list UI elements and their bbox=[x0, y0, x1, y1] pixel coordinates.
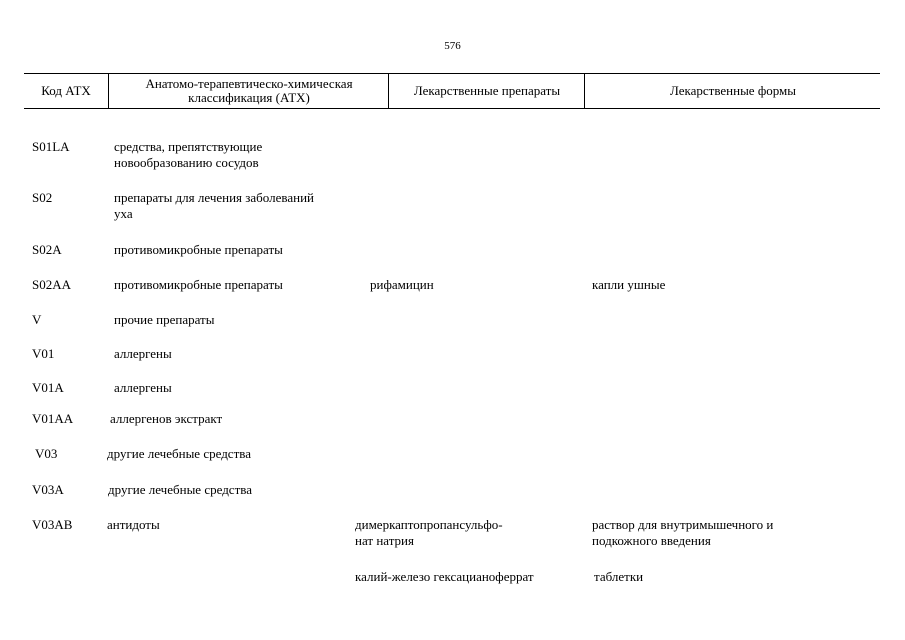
row-code: V01AA bbox=[32, 411, 74, 426]
row-name: аллергены bbox=[114, 346, 172, 361]
row-code: V03 bbox=[35, 446, 58, 461]
row-name: другие лечебные средства bbox=[108, 482, 252, 497]
row-code: S02 bbox=[32, 190, 53, 205]
row-name: аллергены bbox=[114, 380, 172, 395]
row-code: V01 bbox=[32, 346, 55, 361]
row-name-line2: уха bbox=[114, 206, 133, 221]
row-form-line2: подкожного введения bbox=[592, 533, 711, 548]
row-code: S02AA bbox=[32, 277, 72, 292]
row-form: таблетки bbox=[594, 569, 644, 584]
page-number: 576 bbox=[444, 40, 461, 52]
row-code: V01A bbox=[32, 380, 64, 395]
row-name: другие лечебные средства bbox=[107, 446, 251, 461]
row-drug: калий-железо гексацианоферрат bbox=[355, 569, 534, 584]
row-code: V bbox=[32, 312, 42, 327]
header-classification bbox=[108, 74, 389, 108]
row-name bbox=[114, 190, 354, 222]
row-name: противомикробные препараты bbox=[114, 277, 283, 292]
row-drug bbox=[355, 517, 580, 549]
row-name-line1: препараты для лечения заболеваний bbox=[114, 190, 314, 205]
row-drug-line1: димеркаптопропансульфо- bbox=[355, 517, 503, 532]
header-classification-line2: классификация (АТХ) bbox=[188, 90, 310, 105]
row-drug: рифамицин bbox=[370, 277, 434, 292]
row-form-line1: раствор для внутримышечного и bbox=[592, 517, 774, 532]
row-name: прочие препараты bbox=[114, 312, 215, 327]
row-name: антидоты bbox=[107, 517, 160, 532]
header-classification-line1: Анатомо-терапевтическо-химическая bbox=[145, 76, 353, 91]
header-drugs: Лекарственные препараты bbox=[388, 74, 585, 108]
header-forms: Лекарственные формы bbox=[584, 74, 881, 108]
row-name: противомикробные препараты bbox=[114, 242, 283, 257]
row-code: S01LA bbox=[32, 139, 70, 154]
row-name: аллергенов экстракт bbox=[110, 411, 223, 426]
header-code: Код АТХ bbox=[41, 83, 91, 98]
row-form: капли ушные bbox=[592, 277, 666, 292]
row-name-line1: средства, препятствующие bbox=[114, 139, 263, 154]
row-name-line2: новообразованию сосудов bbox=[114, 155, 259, 170]
row-code: V03AB bbox=[32, 517, 73, 532]
row-name bbox=[114, 139, 354, 171]
row-form bbox=[592, 517, 882, 549]
row-drug-line2: нат натрия bbox=[355, 533, 414, 548]
row-code: S02A bbox=[32, 242, 62, 257]
table-header bbox=[24, 73, 880, 109]
row-code: V03A bbox=[32, 482, 64, 497]
